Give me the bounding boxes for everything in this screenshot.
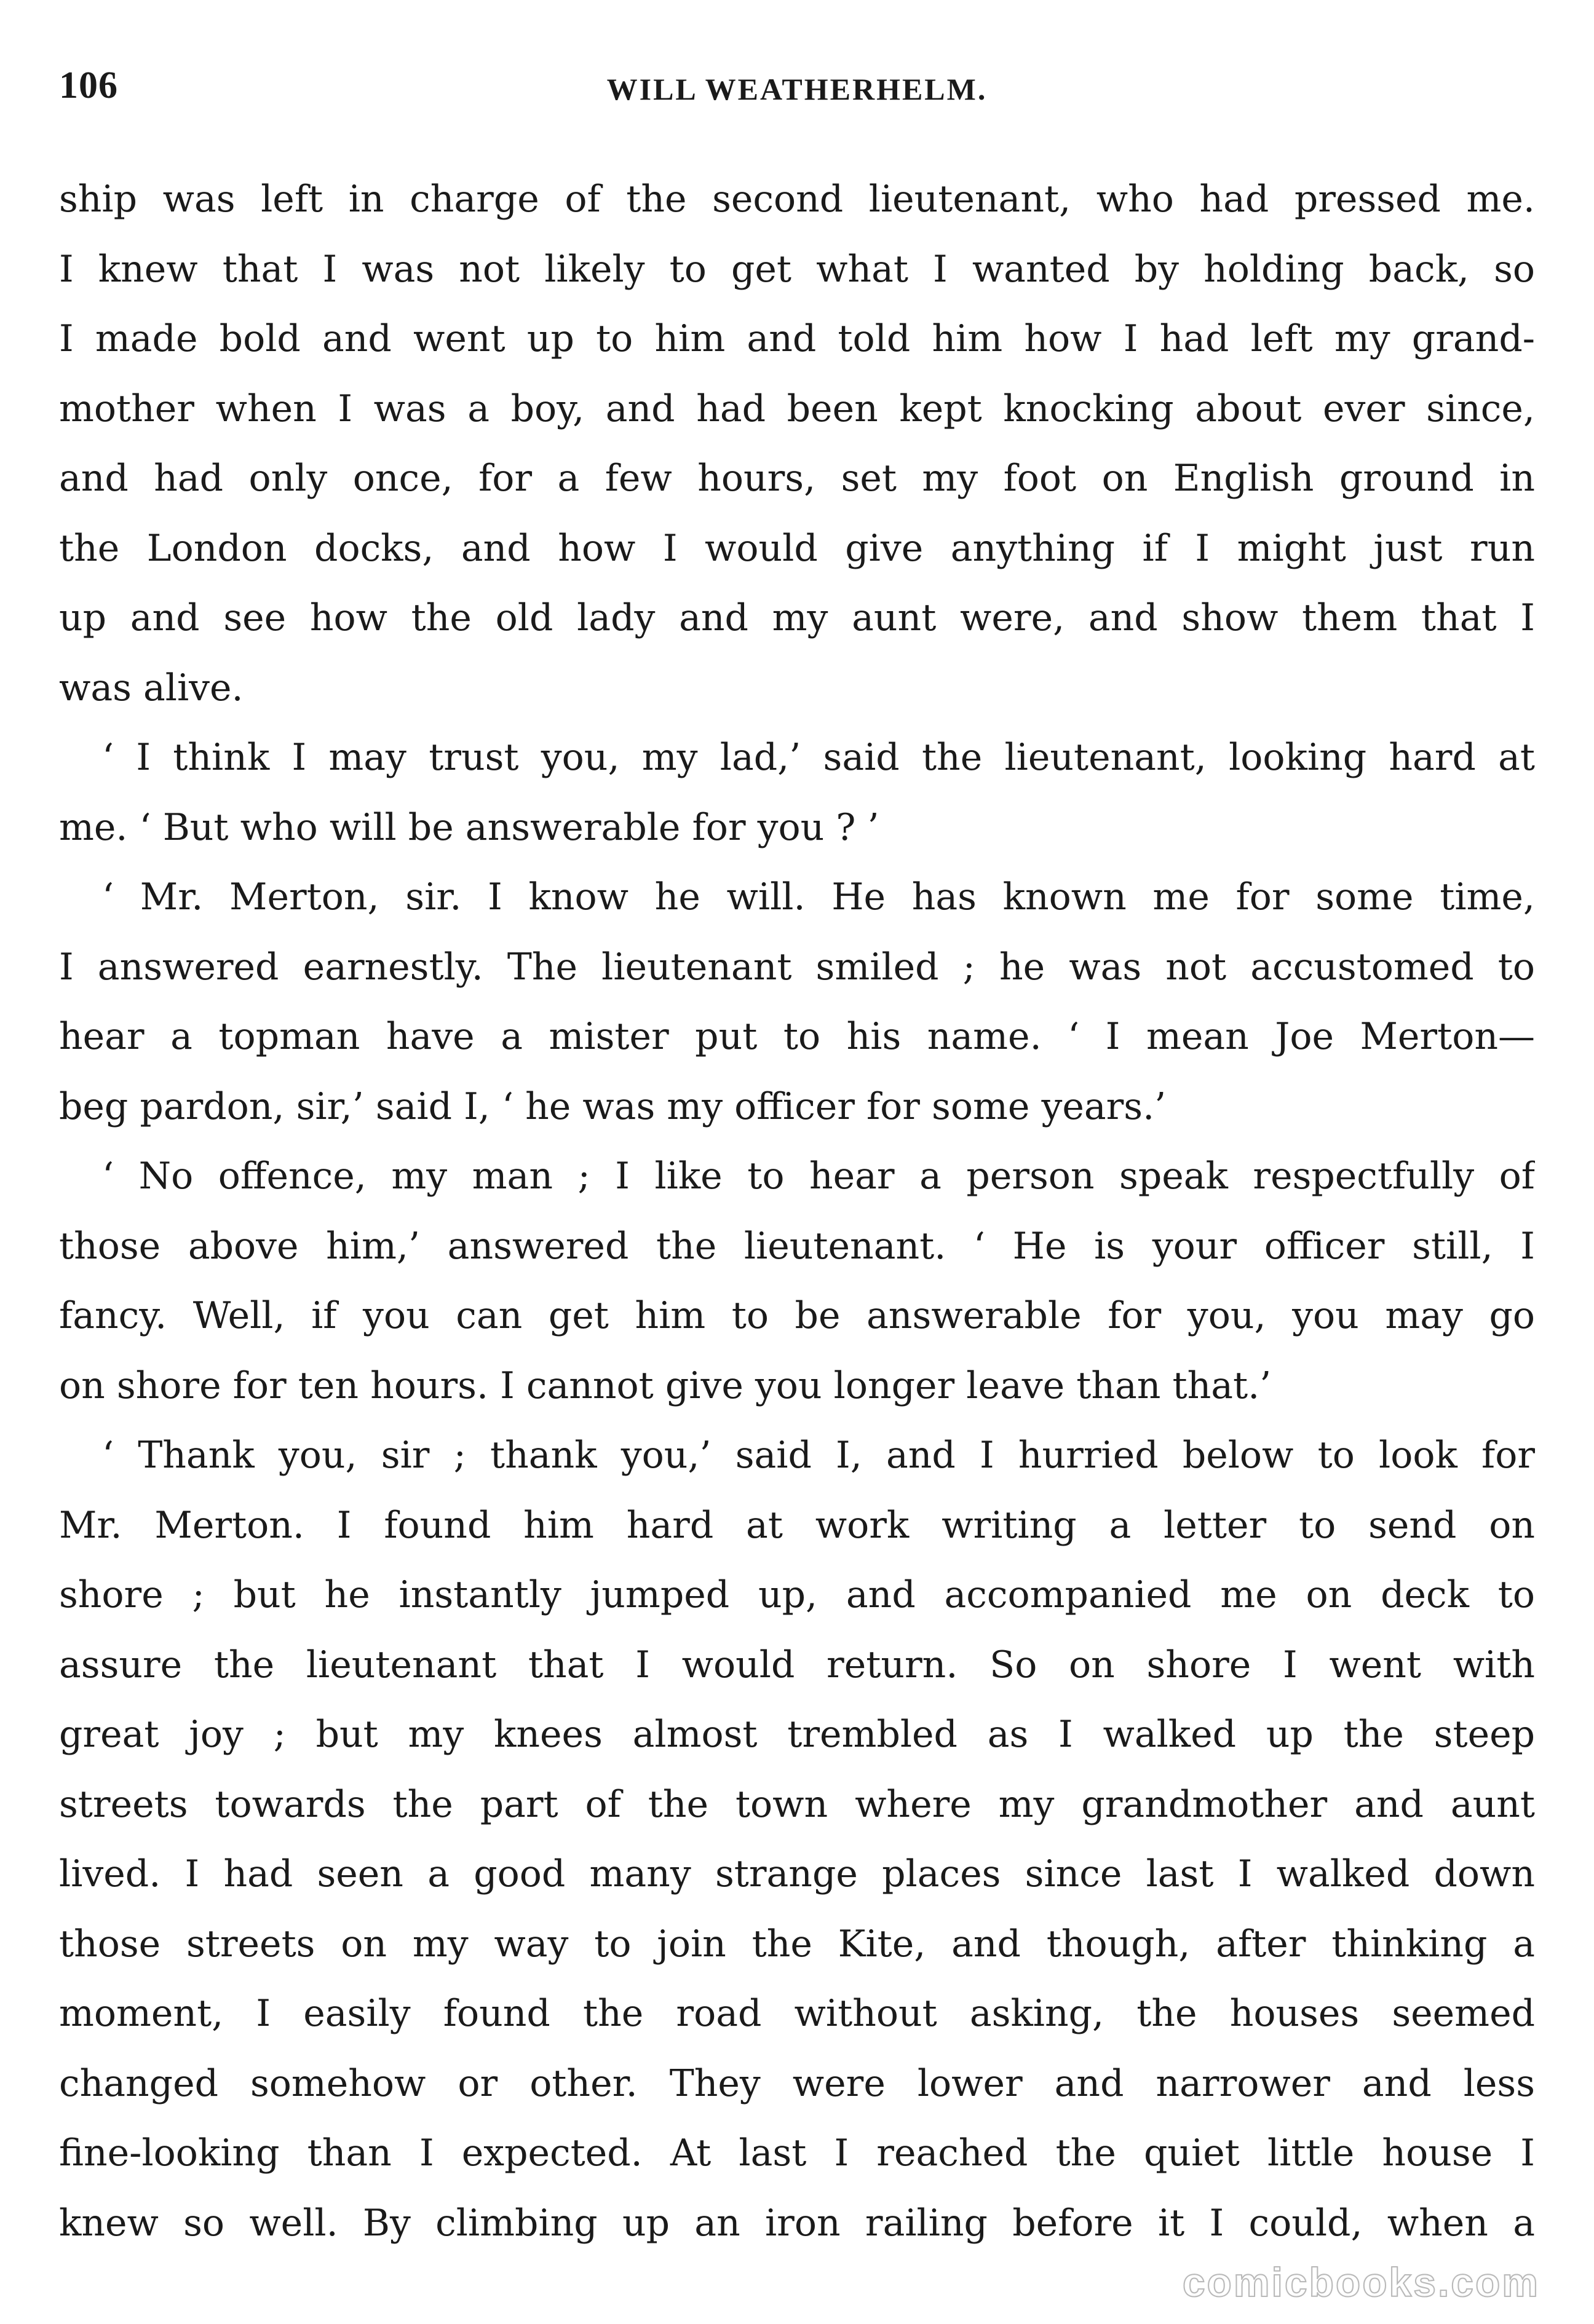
text-line: beg pardon, sir,’ said I, ‘ he was my officer for some years.’ [59,1085,1167,1128]
page-number: 106 [59,65,118,106]
text-line: and had only once, for a few hours, set my foot on English ground in [59,457,1535,500]
text-line: hear a topman have a mister put to his name. ‘ I mean Joe Merton— [59,1015,1535,1058]
text-line: the London docks, and how I would give anything if I might just run [59,526,1535,570]
text-line: fine-looking than I expected. At last I reached the quiet little house I [59,2132,1535,2175]
text-line: shore ; but he instantly jumped up, and accompanied me on deck to [59,1573,1535,1616]
page-header [59,59,1535,114]
body-text [59,165,1535,2258]
text-line: me. ‘ But who will be answerable for you ? ’ [59,805,879,849]
text-line: ‘ Thank you, sir ; thank you,’ said I, and I hurried below to look for [102,1434,1535,1477]
text-line: on shore for ten hours. I cannot give you longer leave than that.’ [59,1364,1272,1407]
text-line: was alive. [59,666,244,709]
text-line: streets towards the part of the town where my grandmother and aunt [59,1782,1535,1826]
running-head: WILL WEATHERHELM. [606,72,988,106]
text-line: I made bold and went up to him and told him how I had left my grand- [59,317,1535,360]
text-line: fancy. Well, if you can get him to be answerable for you, you may go [59,1294,1535,1337]
text-line: mother when I was a boy, and had been kept knocking about ever since, [59,387,1535,430]
text-line: changed somehow or other. They were lower and narrower and less [59,2061,1535,2105]
watermark: comicbooks.com [1182,2259,1540,2305]
text-line: ship was left in charge of the second lieutenant, who had pressed me. [59,178,1535,221]
text-line: assure the lieutenant that I would return. So on shore I went with [59,1643,1535,1686]
text-line: ‘ Mr. Merton, sir. I know he will. He has known me for some time, [102,875,1535,919]
text-line: I knew that I was not likely to get what I wanted by holding back, so [59,247,1535,291]
text-line: lived. I had seen a good many strange places since last I walked down [59,1852,1535,1895]
text-line: those above him,’ answered the lieutenant. ‘ He is your officer still, I [59,1224,1535,1268]
text-line: I answered earnestly. The lieutenant smiled ; he was not accustomed to [59,945,1535,989]
text-line: great joy ; but my knees almost trembled as I walked up the steep [59,1713,1535,1756]
text-line: ‘ No offence, my man ; I like to hear a person speak respectfully of [102,1155,1535,1198]
text-line: those streets on my way to join the Kite, and though, after thinking a [59,1922,1535,1966]
text-line: ‘ I think I may trust you, my lad,’ said the lieutenant, looking hard at [102,736,1535,779]
text-line: up and see how the old lady and my aunt were, and show them that I [59,596,1535,639]
text-line: moment, I easily found the road without asking, the houses seemed [59,1992,1535,2035]
text-line: knew so well. By climbing up an iron railing before it I could, when a [59,2201,1535,2245]
text-line: Mr. Merton. I found him hard at work writing a letter to send on [59,1503,1535,1547]
